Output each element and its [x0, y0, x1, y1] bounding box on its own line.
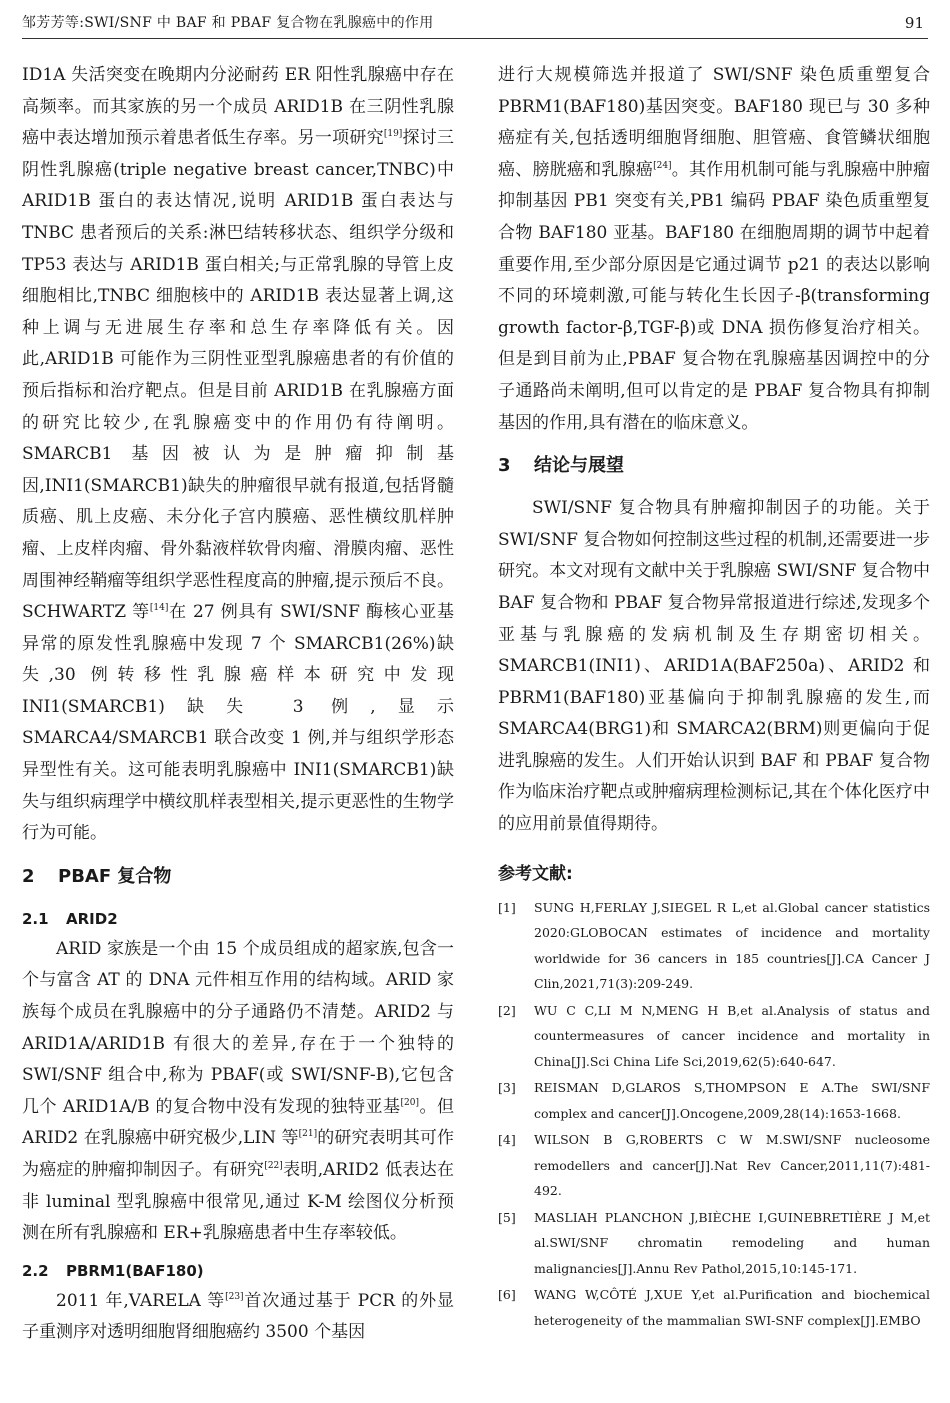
paragraph-arid2: ARID 家族是一个由 15 个成员组成的超家族,包含一个与富含 AT 的 DNA 元件相互作用的结构域。ARID 家族每个成员在乳腺癌中的分子通路仍不清楚。ARID2 与 ARID1A/ARID1B 有很大的差异,存在于一个独特的 SWI/SNF 组合中,称为 PBAF(或 SWI/SNF-B),它包含几个 ARID1A/B 的复合物中没有发现的独特亚基[20]。但 ARID2 在乳腺癌中研究极少,LIN 等[21]的研究表明其可作为癌症的肿瘤抑制因子。有研究[22]表明,ARID2 低表达在非 luminal 型乳腺癌中很常见,通过 K-M 绘图仪分析预测在所有乳腺癌和 ER+乳腺癌患者中生存率较低。 [22, 938, 454, 1244]
reference-item: [6] WANG W,CÔTÉ J,XUE Y,et al.Purification and biochemical heterogeneity of the mammalian SWI-SNF complex[J].EMBO [498, 1287, 930, 1328]
running-title: 邹芳芳等:SWI/SNF 中 BAF 和 PBAF 复合物在乳腺癌中的作用 [22, 15, 434, 31]
paragraph-arid1b-smarcb1: ID1A 失活突变在晚期内分泌耐药 ER 阳性乳腺癌中存在高频率。而其家族的另一个成员 ARID1B 在三阴性乳腺癌中表达增加预示着患者低生存率。另一项研究[19]探讨三阴性乳腺癌(triple negative breast cancer,TNBC)中 ARID1B 蛋白的表达情况,说明 ARID1B 蛋白表达与 TNBC 患者预后的关系:淋巴结转移状态、组织学分级和 TP53 表达与 ARID1B 蛋白相关;与正常乳腺的导管上皮细胞相比,TNBC 细胞核中的 ARID1B 表达显著上调,这种上调与无进展生存率和总生存率降低有关。因此,ARID1B 可能作为三阴性亚型乳腺癌患者的有价值的预后指标和治疗靶点。但是目前 ARID1B 在乳腺癌方面的研究比较少,在乳腺癌变中的作用仍有待阐明。SMARCB1 基因被认为是肿瘤抑制基因,INI1(SMARCB1)缺失的肿瘤很早就有报道,包括肾髓质癌、肌上皮癌、未分化子宫内膜癌、恶性横纹肌样肿瘤、上皮样肉瘤、骨外黏液样软骨肉瘤、滑膜肉瘤、恶性周围神经鞘瘤等组织学恶性程度高的肿瘤,提示预后不良。SCHWARTZ 等[14]在 27 例具有 SWI/SNF 酶核心亚基异常的原发性乳腺癌中发现 7 个 SMARCB1(26%)缺失,30 例转移性乳腺癌样本研究中发现 INI1(SMARCB1)缺失 3 例,显示 SMARCA4/SMARCB1 联合改变 1 例,并与组织学形态异型性有关。这可能表明乳腺癌中 INI1(SMARCB1)缺失与组织病理学中横纹肌样表型相关,提示更恶性的生物学行为可能。 [22, 65, 455, 844]
page-number: 91 [904, 14, 924, 32]
running-header [22, 8, 928, 39]
citation-21[interactable]: [21] [298, 1129, 318, 1140]
citation-23[interactable]: [23] [225, 1291, 244, 1302]
subsection-heading-pbrm1: 2.2 PBRM1(BAF180) [22, 1261, 204, 1280]
citation-20[interactable]: [20] [400, 1097, 419, 1108]
reference-item: [1] SUNG H,FERLAY J,SIEGEL R L,et al.Global cancer statistics 2020:GLOBOCAN estimates of incidence and mortality worldwide for 36 cancers in 185 countries[J].CA Cancer J Clin,2021,71(3):209-249. [498, 899, 930, 992]
right-column [498, 60, 930, 1334]
reference-item: [3] REISMAN D,GLAROS S,THOMPSON E A.The SWI/SNF complex and cancer[J].Oncogene,2009,28(14):1653-1668. [498, 1080, 930, 1121]
paragraph-conclusion: SWI/SNF 复合物具有肿瘤抑制因子的功能。关于 SWI/SNF 复合物如何控制这些过程的机制,还需要进一步研究。本文对现有文献中关于乳腺癌 SWI/SNF 复合物中 BAF 复合物和 PBAF 复合物异常报道进行综述,发现多个亚基与乳腺癌的发病机制及生存期密切相关。SMARCB1(INI1)、ARID1A(BAF250a)、ARID2 和 PBRM1(BAF180)亚基偏向于抑制乳腺癌的发生,而 SMARCA4(BRG1)和 SMARCA2(BRM)则更偏向于促进乳腺癌的发生。人们开始认识到 BAF 和 PBAF 复合物作为临床治疗靶点或肿瘤病理检测标记,其在个体化医疗中的应用前景值得期待。 [498, 498, 930, 835]
subsection-heading-arid2: 2.1 ARID2 [22, 909, 118, 928]
citation-14[interactable]: [14] [149, 603, 169, 614]
left-column [22, 60, 454, 1349]
reference-item: [2] WU C C,LI M N,MENG H B,et al.Analysis of status and countermeasures of cancer incidence and mortality in China[J].Sci China Life Sci,2019,62(5):640-647. [498, 1002, 930, 1069]
citation-19[interactable]: [19] [383, 129, 403, 140]
section-heading-pbaf: 2 PBAF 复合物 [22, 865, 172, 887]
reference-item: [5] MASLIAH PLANCHON J,BIÈCHE I,GUINEBRETIÈRE J M,et al.SWI/SNF chromatin remodeling and human malignancies[J].Annu Rev Pathol,2015,10:145-171. [498, 1209, 930, 1276]
references-heading: 参考文献: [498, 863, 573, 884]
section-heading-conclusion: 3 结论与展望 [498, 455, 624, 477]
citation-22[interactable]: [22] [264, 1161, 283, 1171]
paragraph-pbrm1-start: 2011 年,VARELA 等[23]首次通过基于 PCR 的外显子重测序对透明细胞肾细胞癌约 3500 个基因 [22, 1290, 454, 1343]
paragraph-pbrm1-continued: 进行大规模筛选并报道了 SWI/SNF 染色质重塑复合 PBRM1(BAF180)基因突变。BAF180 现已与 30 多种癌症有关,包括透明细胞肾细胞、胆管癌、食管鳞状细胞癌、膀胱癌和乳腺癌[24]。其作用机制可能与乳腺癌中肿瘤抑制基因 PB1 突变有关,PB1 编码 PBAF 染色质重塑复合物 BAF180 亚基。BAF180 在细胞周期的调节中起着重要作用,至少部分原因是它通过调节 p21 的表达以影响不同的环境刺激,可能与转化生长因子-β(transforming growth factor-β,TGF-β)或 DNA 损伤修复治疗相关。但是到目前为止,PBAF 复合物在乳腺癌基因调控中的分子通路尚未阐明,但可以肯定的是 PBAF 复合物具有抑制基因的作用,具有潜在的临床意义。 [498, 65, 931, 433]
citation-24[interactable]: [24] [653, 160, 672, 171]
reference-item: [4] WILSON B G,ROBERTS C W M.SWI/SNF nucleosome remodellers and cancer[J].Nat Rev Cancer,2011,11(7):481-492. [498, 1132, 930, 1199]
